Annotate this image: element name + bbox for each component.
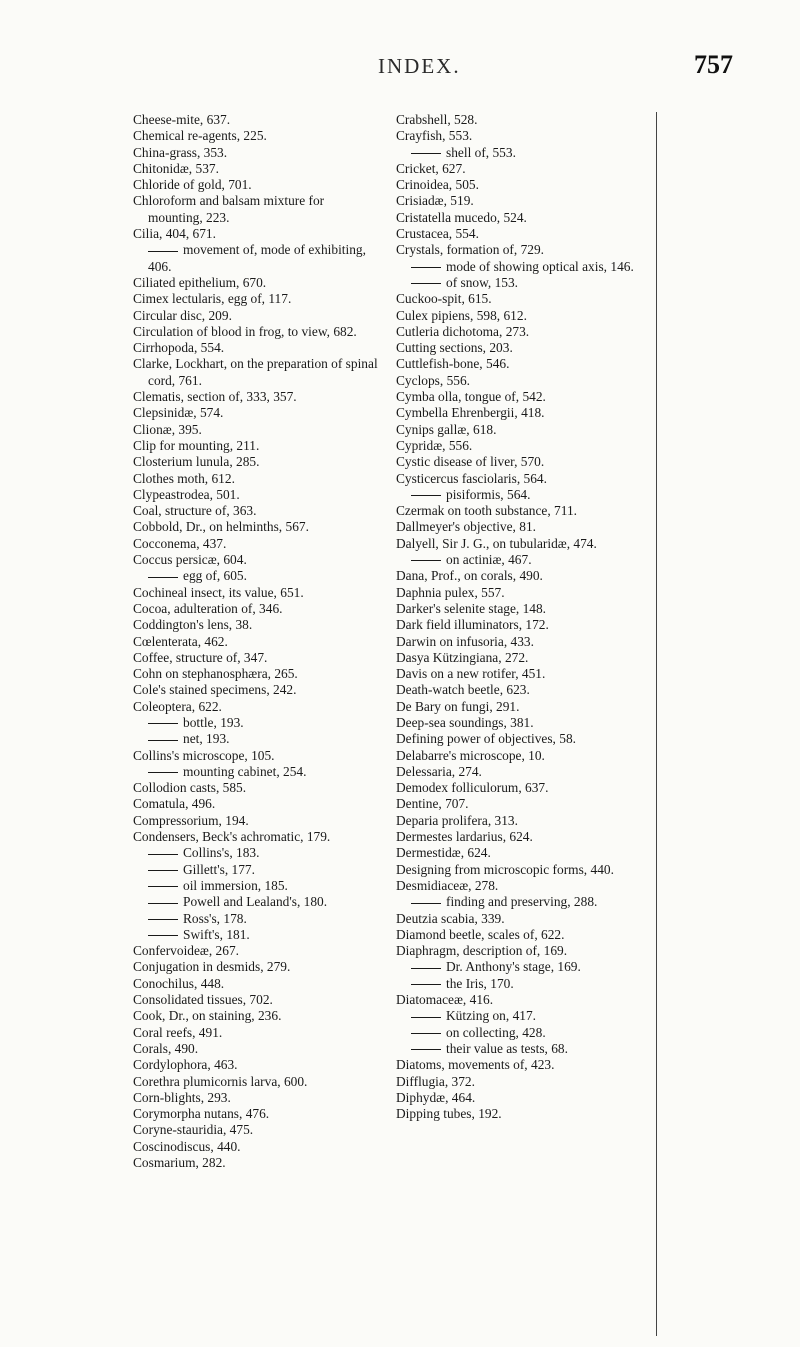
index-entry: Crustacea, 554. <box>396 226 479 242</box>
index-entry: Cœlenterata, 462. <box>133 633 228 649</box>
page-number: 757 <box>694 50 733 79</box>
index-column-left <box>133 112 379 1171</box>
index-subentry: on actiniæ, 467. <box>396 552 658 568</box>
index-entry: Clematis, section of, 333, 357. <box>133 389 297 405</box>
index-entry: Desmidiaceæ, 278. <box>396 877 499 893</box>
index-subentry: shell of, 553. <box>396 145 658 161</box>
index-entry: Darwin on infusoria, 433. <box>396 633 534 649</box>
index-entry: Consolidated tissues, 702. <box>133 992 273 1008</box>
index-entry: Cutleria dichotoma, 273. <box>396 323 530 339</box>
index-entry: Dalyell, Sir J. G., on tubularidæ, 474. <box>396 535 597 551</box>
index-entry: Corals, 490. <box>133 1040 199 1056</box>
index-entry: Cole's stained specimens, 242. <box>133 682 297 698</box>
index-subentry: Powell and Lealand's, 180. <box>133 894 379 910</box>
index-entry: Cosmarium, 282. <box>133 1155 226 1170</box>
index-entry: Cymbella Ehrenbergii, 418. <box>396 405 545 421</box>
index-entry: Conochilus, 448. <box>133 975 225 991</box>
index-subentry: Swift's, 181. <box>133 927 379 943</box>
index-entry: Coffee, structure of, 347. <box>133 649 268 665</box>
index-entry: Chitonidæ, 537. <box>133 160 219 176</box>
index-entry: Diaphragm, description of, 169. <box>396 943 568 959</box>
index-entry: Cimex lectularis, egg of, 117. <box>133 291 292 307</box>
index-entry: Chloroform and balsam mixture for mounting, 223. <box>133 193 325 225</box>
index-entry: Coleoptera, 622. <box>133 698 222 714</box>
index-entry: Cutting sections, 203. <box>396 340 513 356</box>
index-entry: Diatomaceæ, 416. <box>396 992 494 1008</box>
index-subentry: Gillett's, 177. <box>133 862 379 878</box>
index-entry: Cirrhopoda, 554. <box>133 340 225 356</box>
index-entry: Coccus persicæ, 604. <box>133 552 247 568</box>
index-entry: China-grass, 353. <box>133 144 228 160</box>
index-entry: Deutzia scabia, 339. <box>396 910 505 926</box>
index-entry: Cystic disease of liver, 570. <box>396 454 545 470</box>
index-subentry: Dr. Anthony's stage, 169. <box>396 959 658 975</box>
index-entry: Czermak on tooth substance, 711. <box>396 503 577 519</box>
index-entry: Crayfish, 553. <box>396 128 473 144</box>
index-entry: Cymba olla, tongue of, 542. <box>396 389 546 405</box>
index-entry: Dipping tubes, 192. <box>396 1106 502 1122</box>
index-entry: Dermestidæ, 624. <box>396 845 491 861</box>
index-entry: De Bary on fungi, 291. <box>396 698 520 714</box>
index-entry: Comatula, 496. <box>133 796 216 812</box>
index-subentry: Ross's, 178. <box>133 911 379 927</box>
index-entry: Chloride of gold, 701. <box>133 177 252 193</box>
index-entry: Collodion casts, 585. <box>133 780 247 796</box>
index-entry: Cochineal insect, its value, 651. <box>133 584 304 600</box>
index-entry: Cristatella mucedo, 524. <box>396 209 527 225</box>
index-entry: Diphydæ, 464. <box>396 1089 476 1105</box>
index-entry: Circulation of blood in frog, to view, 682. <box>133 323 357 339</box>
index-subentry: finding and preserving, 288. <box>396 894 658 910</box>
index-entry: Compressorium, 194. <box>133 812 249 828</box>
index-entry: Coddington's lens, 38. <box>133 617 253 633</box>
index-entry: Culex pipiens, 598, 612. <box>396 307 527 323</box>
index-entry: Crinoidea, 505. <box>396 177 479 193</box>
index-entry: Cocoa, adulteration of, 346. <box>133 600 283 616</box>
index-entry: Cuttlefish-bone, 546. <box>396 356 510 372</box>
index-entry: Deep-sea soundings, 381. <box>396 714 534 730</box>
index-entry: Cheese-mite, 637. <box>133 112 231 127</box>
index-entry: Difflugia, 372. <box>396 1073 475 1089</box>
index-entry: Cilia, 404, 671. <box>133 226 216 242</box>
index-entry: Davis on a new rotifer, 451. <box>396 666 546 682</box>
index-entry: Dana, Prof., on corals, 490. <box>396 568 543 584</box>
index-entry: Collins's microscope, 105. <box>133 747 275 763</box>
index-entry: Crabshell, 528. <box>396 112 478 127</box>
index-entry: Clarke, Lockhart, on the preparation of spinal cord, 761. <box>133 356 378 388</box>
index-subentry: egg of, 605. <box>133 568 379 584</box>
index-entry: Ciliated epithelium, 670. <box>133 274 267 290</box>
page-header <box>0 44 800 84</box>
index-entry: Conjugation in desmids, 279. <box>133 959 291 975</box>
index-entry: Daphnia pulex, 557. <box>396 584 505 600</box>
index-subentry: bottle, 193. <box>133 715 379 731</box>
index-subentry: of snow, 153. <box>396 275 658 291</box>
index-entry: Clothes moth, 612. <box>133 470 235 486</box>
index-entry: Coal, structure of, 363. <box>133 503 257 519</box>
index-subentry: net, 193. <box>133 731 379 747</box>
index-subentry: movement of, mode of exhibiting, 406. <box>133 242 379 275</box>
index-entry: Defining power of objectives, 58. <box>396 731 576 747</box>
index-entry: Cuckoo-spit, 615. <box>396 291 492 307</box>
index-entry: Cyclops, 556. <box>396 372 471 388</box>
index-entry: Corn-blights, 293. <box>133 1089 231 1105</box>
index-subentry: Collins's, 183. <box>133 845 379 861</box>
index-entry: Designing from microscopic forms, 440. <box>396 861 614 877</box>
index-entry: Crystals, formation of, 729. <box>396 242 545 258</box>
index-entry: Delessaria, 274. <box>396 763 482 779</box>
index-entry: Coscinodiscus, 440. <box>133 1138 241 1154</box>
index-entry: Corymorpha nutans, 476. <box>133 1106 270 1122</box>
index-subentry: the Iris, 170. <box>396 976 658 992</box>
index-subentry: mode of showing optical axis, 146. <box>396 259 658 275</box>
index-entry: Death-watch beetle, 623. <box>396 682 530 698</box>
index-entry: Deparia prolifera, 313. <box>396 812 518 828</box>
column-rule <box>656 112 657 1336</box>
index-entry: Cypridæ, 556. <box>396 437 473 453</box>
index-subentry: oil immersion, 185. <box>133 878 379 894</box>
index-entry: Clionæ, 395. <box>133 421 202 437</box>
index-entry: Dentine, 707. <box>396 796 469 812</box>
index-entry: Dasya Kützingiana, 272. <box>396 649 529 665</box>
index-entry: Confervoideæ, 267. <box>133 943 239 959</box>
index-entry: Diatoms, movements of, 423. <box>396 1057 555 1073</box>
index-entry: Cohn on stephanosphæra, 265. <box>133 666 298 682</box>
index-entry: Crisiadæ, 519. <box>396 193 474 209</box>
index-entry: Delabarre's microscope, 10. <box>396 747 545 763</box>
index-subentry: mounting cabinet, 254. <box>133 764 379 780</box>
running-title: INDEX. <box>378 54 461 78</box>
index-entry: Corethra plumicornis larva, 600. <box>133 1073 308 1089</box>
index-entry: Cobbold, Dr., on helminths, 567. <box>133 519 309 535</box>
index-entry: Dallmeyer's objective, 81. <box>396 519 536 535</box>
index-subentry: Kützing on, 417. <box>396 1008 658 1024</box>
index-subentry: on collecting, 428. <box>396 1025 658 1041</box>
index-subentry: pisiformis, 564. <box>396 487 658 503</box>
index-entry: Chemical re-agents, 225. <box>133 128 267 144</box>
index-entry: Clepsinidæ, 574. <box>133 405 224 421</box>
index-entry: Darker's selenite stage, 148. <box>396 600 547 616</box>
index-entry: Clypeastrodea, 501. <box>133 486 240 502</box>
index-entry: Dermestes lardarius, 624. <box>396 829 533 845</box>
index-entry: Cordylophora, 463. <box>133 1057 238 1073</box>
index-entry: Cysticercus fasciolaris, 564. <box>396 470 547 486</box>
index-entry: Cynips gallæ, 618. <box>396 421 497 437</box>
index-entry: Demodex folliculorum, 637. <box>396 780 549 796</box>
index-entry: Circular disc, 209. <box>133 307 232 323</box>
index-entry: Coryne-stauridia, 475. <box>133 1122 254 1138</box>
index-entry: Dark field illuminators, 172. <box>396 617 549 633</box>
index-entry: Condensers, Beck's achromatic, 179. <box>133 829 331 845</box>
index-entry: Coral reefs, 491. <box>133 1024 223 1040</box>
index-entry: Cricket, 627. <box>396 160 466 176</box>
index-column-right <box>396 112 658 1122</box>
index-entry: Closterium lunula, 285. <box>133 454 260 470</box>
index-entry: Cocconema, 437. <box>133 535 227 551</box>
index-entry: Clip for mounting, 211. <box>133 437 260 453</box>
index-subentry: their value as tests, 68. <box>396 1041 658 1057</box>
index-entry: Cook, Dr., on staining, 236. <box>133 1008 282 1024</box>
index-entry: Diamond beetle, scales of, 622. <box>396 926 565 942</box>
